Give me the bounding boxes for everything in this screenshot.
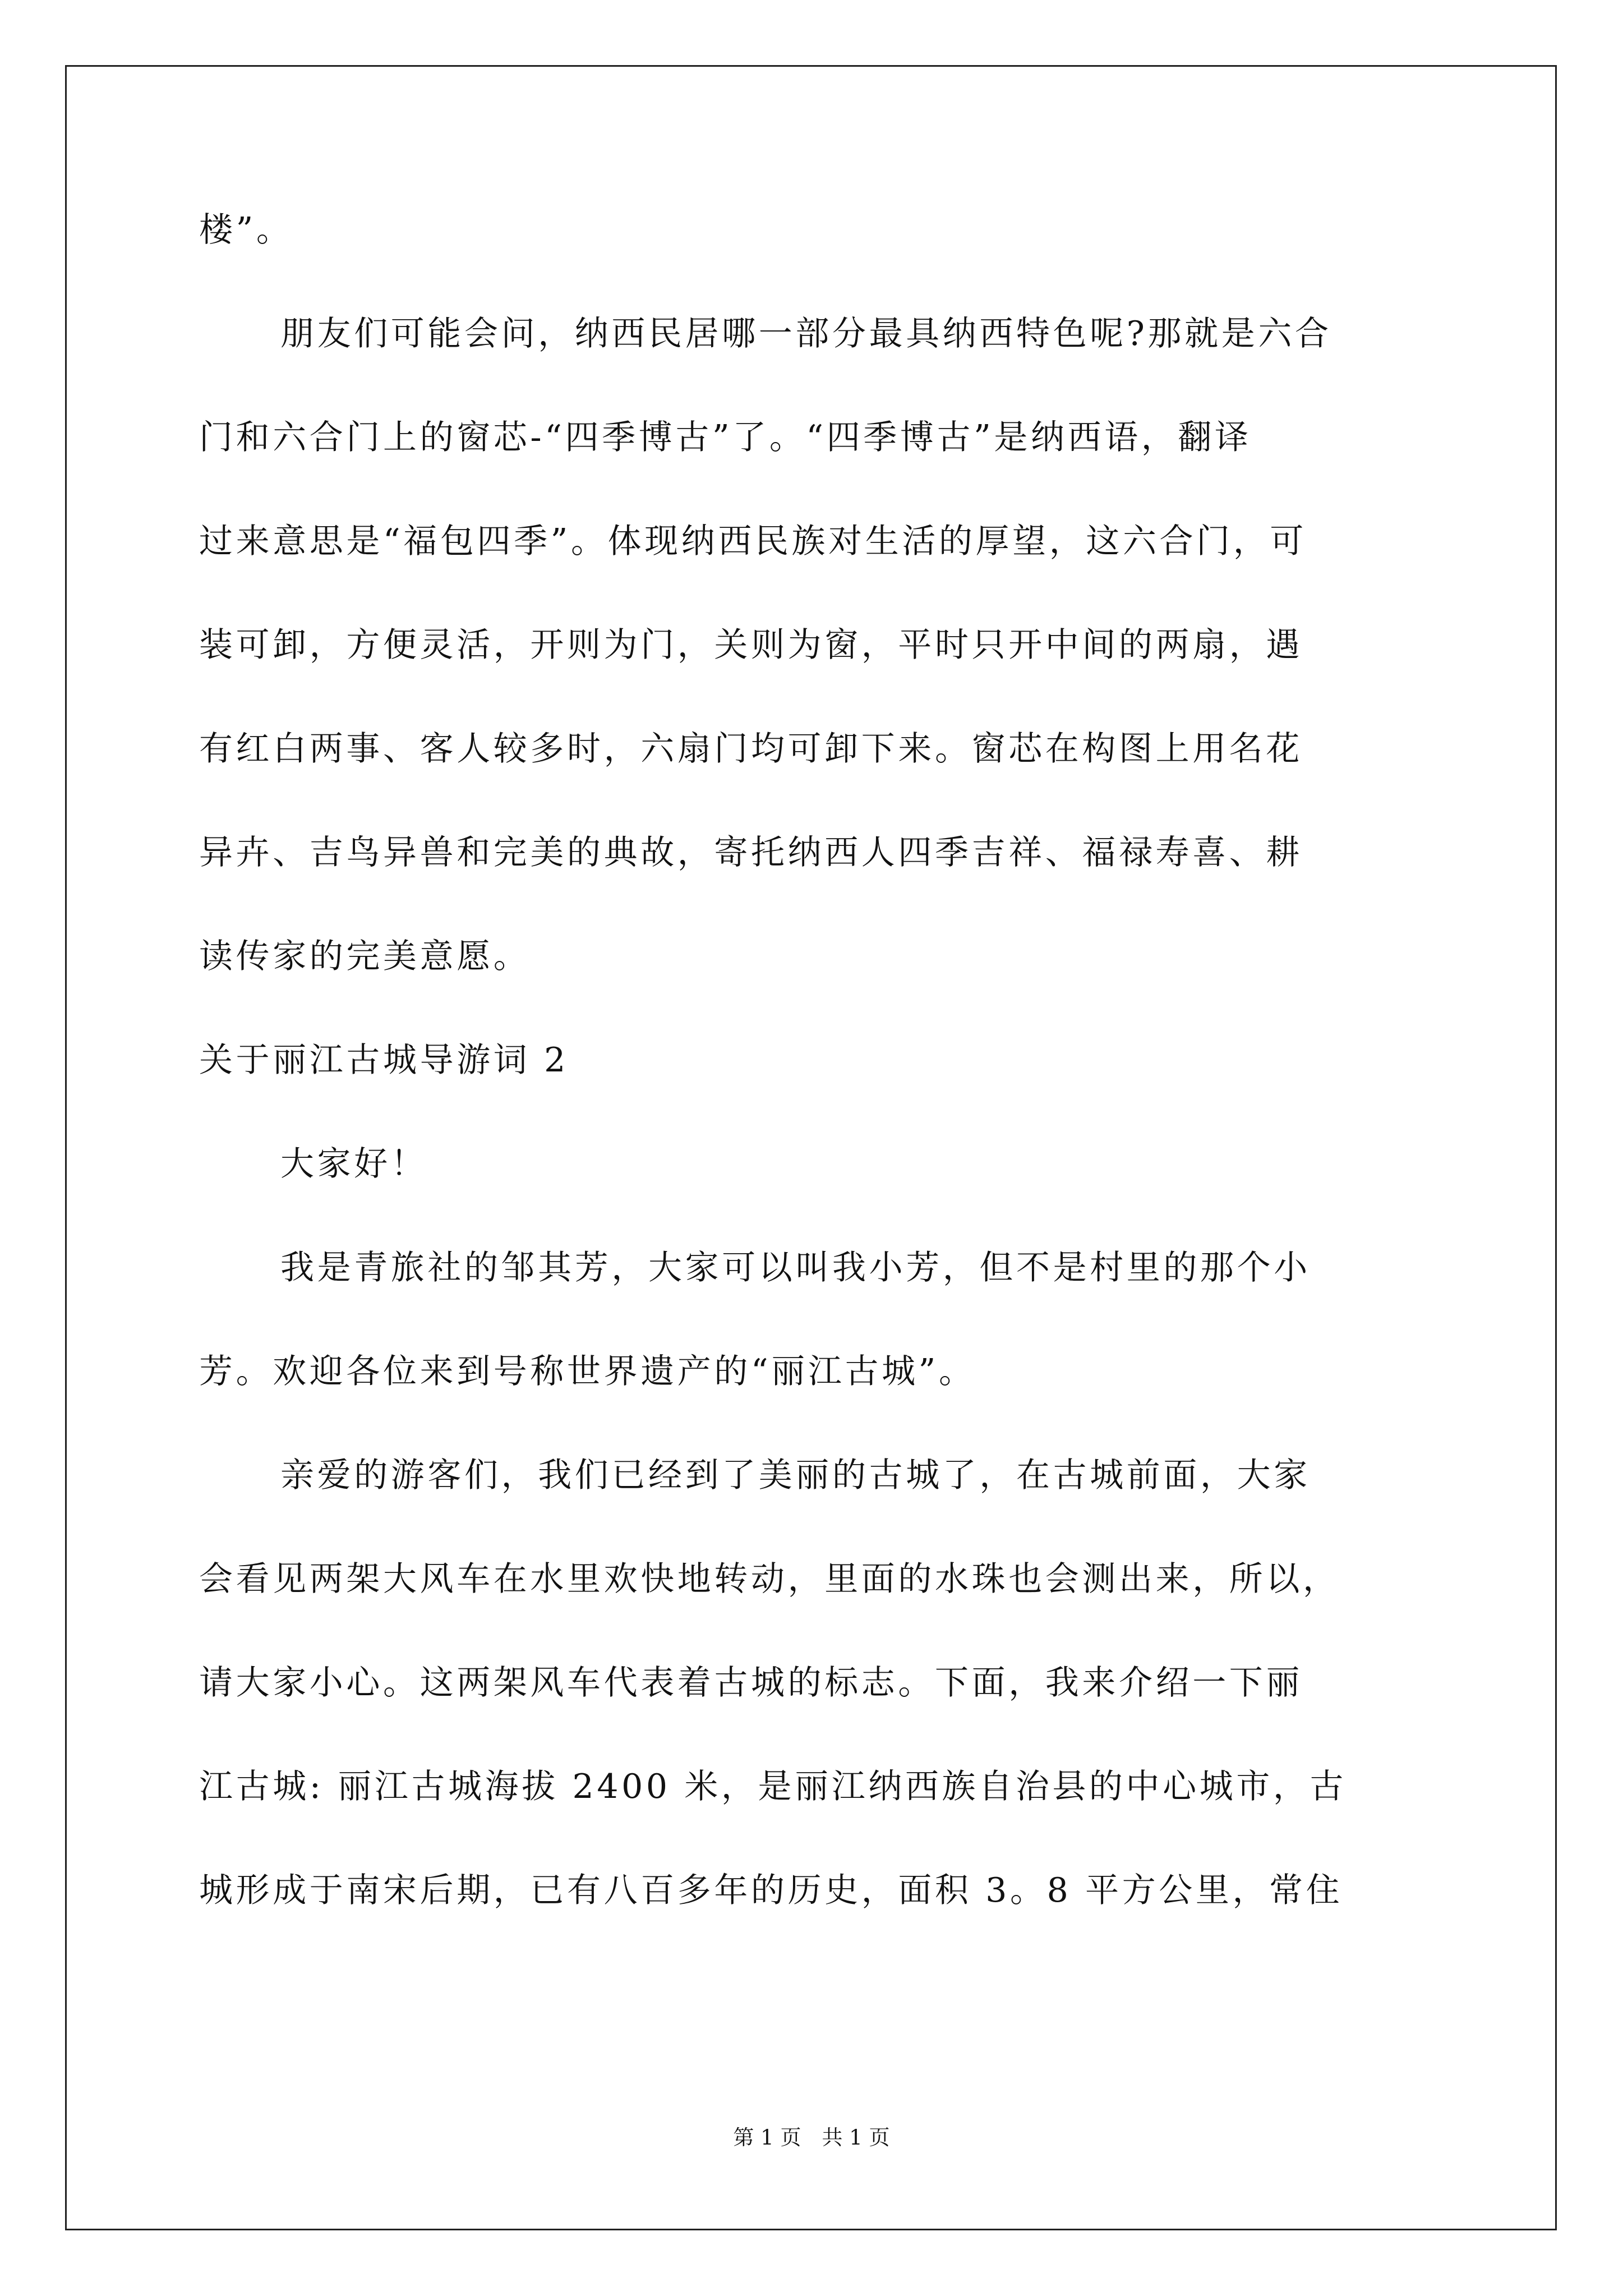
page-footer: 第 1 页 共 1 页 [733,2125,890,2150]
text-line: 异卉、吉鸟异兽和完美的典故，寄托纳西人四季吉祥、福禄寿喜、耕 [199,833,1303,872]
paragraph-first-line: 亲爱的游客们，我们已经到了美丽的古城了，在古城前面，大家 [280,1456,1311,1495]
text-line: 城形成于南宋后期，已有八百多年的历史，面积 3。8 平方公里，常住 [199,1871,1343,1910]
text-line: 有红白两事、客人较多时，六扇门均可卸下来。窗芯在构图上用名花 [199,729,1303,769]
paragraph-first-line: 朋友们可能会问，纳西民居哪一部分最具纳西特色呢?那就是六合 [280,314,1332,353]
text-line: 读传家的完美意愿。 [199,937,531,976]
section-heading: 关于丽江古城导游词 2 [199,1041,569,1080]
text-line: 门和六合门上的窗芯-“四季博古”了。“四季博古”是纳西语，翻译 [199,418,1252,457]
text-line: 装可卸，方便灵活，开则为门，关则为窗，平时只开中间的两扇，遇 [199,625,1303,665]
paragraph-first-line: 我是青旅社的邹其芳，大家可以叫我小芳，但不是村里的那个小 [280,1248,1311,1287]
text-line: 芳。欢迎各位来到号称世界遗产的“丽江古城”。 [199,1352,976,1391]
greeting: 大家好！ [280,1144,428,1184]
text-line: 过来意思是“福包四季”。体现纳西民族对生活的厚望，这六合门，可 [199,522,1307,561]
text-line: 楼”。 [199,210,293,250]
text-line: 江古城: 丽江古城海拔 2400 米，是丽江纳西族自治县的中心城市，古 [199,1767,1347,1806]
text-line: 会看见两架大风车在水里欢快地转动，里面的水珠也会测出来，所以， [199,1559,1340,1599]
text-line: 请大家小心。这两架风车代表着古城的标志。下面，我来介绍一下丽 [199,1663,1303,1703]
